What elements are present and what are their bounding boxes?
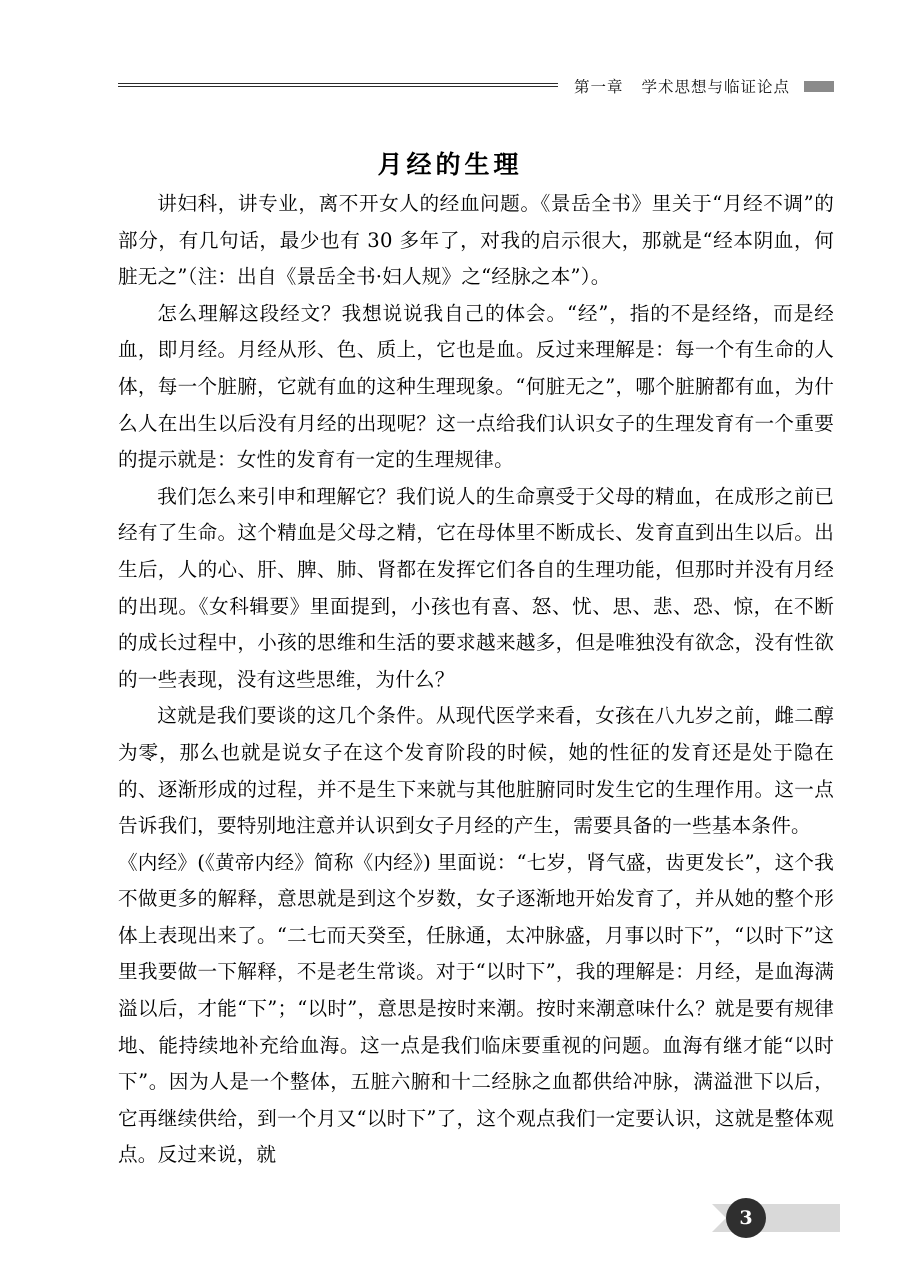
paragraph: 我们怎么来引申和理解它？我们说人的生命禀受于父母的精血，在成形之前已经有了生命。这个精血是父母之精，它在母体里不断成长、发育直到出生以后。出生后，人的心、肝、脾、肺、肾都在发挥它们各自的生理功能，但那时并没有月经的出现。《女科辑要》里面提到，小孩也有喜、怒、忧、思、悲、恐、惊，在不断的成长过程中，小孩的思维和生活的要求越来越多，但是唯独没有欲念，没有性欲的一些表现，没有这些思维，为什么？ <box>118 484 834 691</box>
header-block-decoration <box>804 81 834 92</box>
body-text-column <box>118 186 834 1174</box>
paragraph: 怎么理解这段经文？我想说说我自己的体会。“经”，指的不是经络，而是经血，即月经。月经从形、色、质上，它也是血。反过来理解是：每一个有生命的人体，每一个脏腑，它就有血的这种生理现象。“何脏无之”，哪个脏腑都有血，为什么人在出生以后没有月经的出现呢？这一点给我们认识女子的生理发育有一个重要的提示就是：女性的发育有一定的生理规律。 <box>118 301 834 472</box>
header-chapter-label: 第一章 <box>573 78 624 96</box>
page-number: 3 <box>726 1198 766 1238</box>
running-header <box>118 72 834 100</box>
paragraph: 《内经》(《黄帝内经》简称《内经》) 里面说：“七岁，肾气盛，齿更发长”，这个我不做更多的解释，意思就是到这个岁数，女子逐渐地开始发育了，并从她的整个形体上表现出来了。“二七而天癸至，任脉通，太冲脉盛，月事以时下”，“以时下”这里我要做一下解释，不是老生常谈。对于“以时下”，我的理解是：月经，是血海满溢以后，才能“下”；“以时”，意思是按时来潮。按时来潮意味什么？就是要有规律地、能持续地补充给血海。这一点是我们临床要重视的问题。血海有继才能“以时下”。因为人是一个整体，五脏六腑和十二经脉之血都供给冲脉，满溢泄下以后，它再继续供给，到一个月又“以时下”了，这个观点我们一定要认识，这就是整体观点。反过来说，就 <box>118 850 834 1167</box>
paragraph: 讲妇科，讲专业，离不开女人的经血问题。《景岳全书》里关于“月经不调”的部分，有几句话，最少也有 30 多年了，对我的启示很大，那就是“经本阴血，何脏无之”（注：出自《景岳全书·妇人规》之“经脉之本”）。 <box>118 192 834 289</box>
header-rule-decoration <box>118 83 558 89</box>
page-title: 月经的生理 <box>377 149 523 179</box>
paragraph: 这就是我们要谈的这几个条件。从现代医学来看，女孩在八九岁之前，雌二醇为零，那么也就是说女子在这个发育阶段的时候，她的性征的发育还是处于隐在的、逐渐形成的过程，并不是生下来就与其他脏腑同时发生它的生理作用。这一点告诉我们，要特别地注意并认识到女子月经的产生，需要具备的一些基本条件。 <box>118 704 834 838</box>
page-number-badge <box>700 1198 840 1238</box>
header-section-label: 学术思想与临证论点 <box>641 78 790 96</box>
